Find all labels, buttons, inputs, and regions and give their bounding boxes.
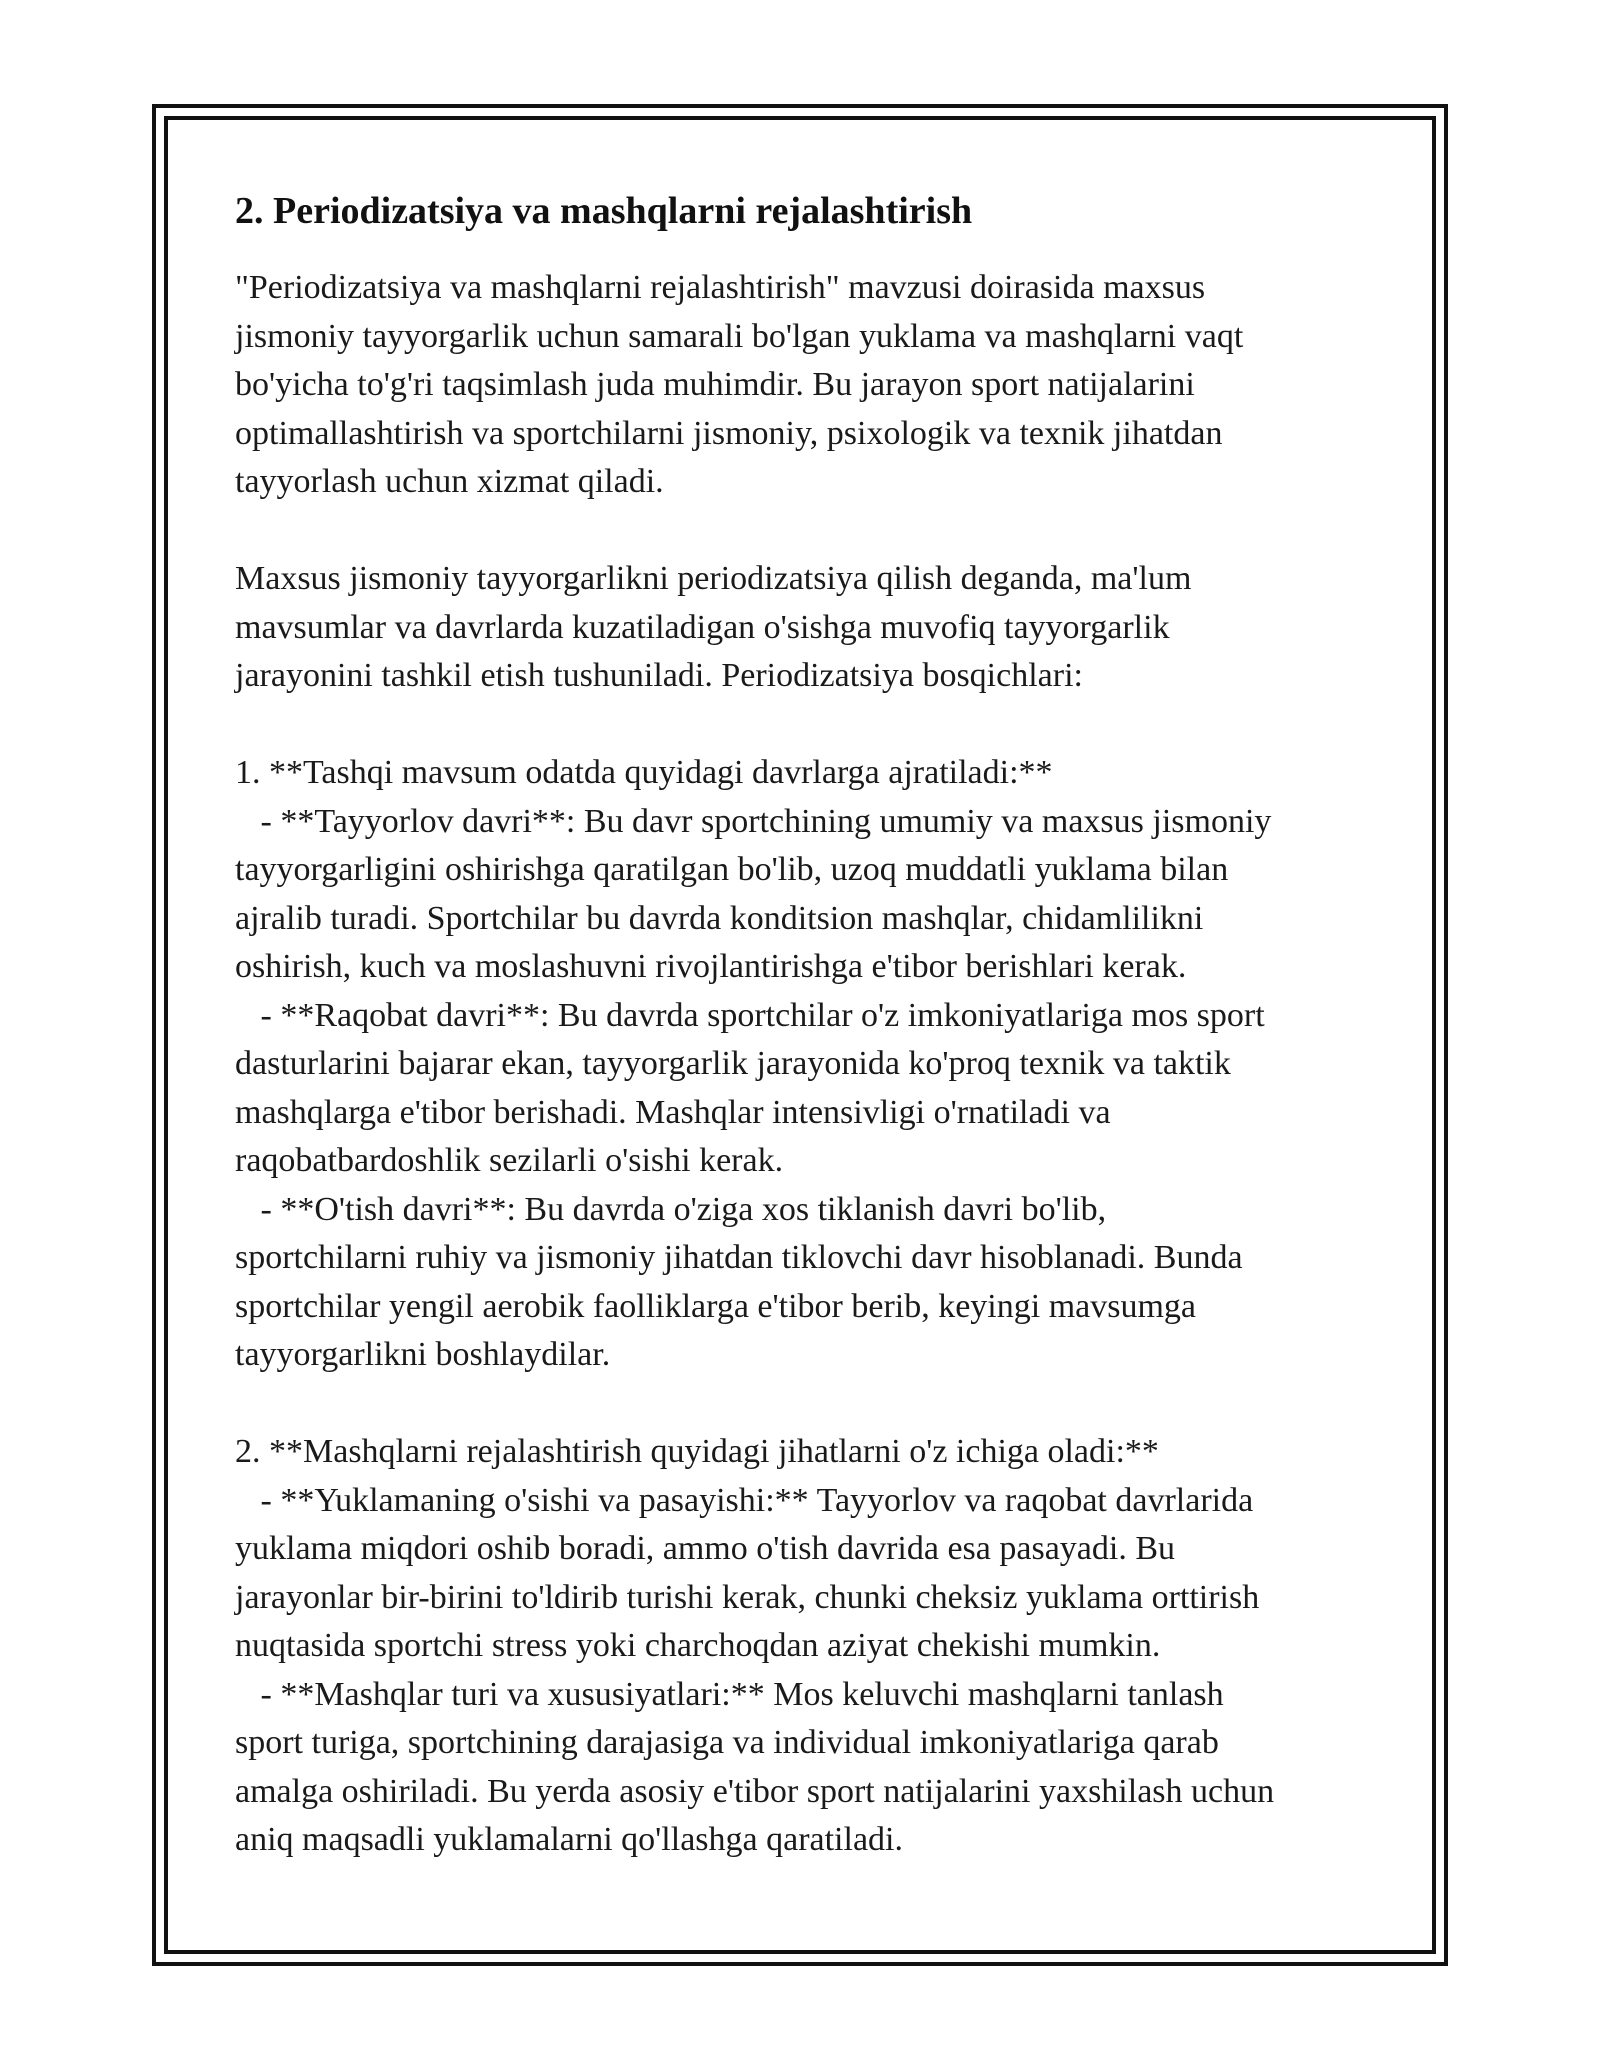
body-text: [235, 264, 1370, 1865]
text-line: - **Tayyorlov davri**: Bu davr sportchining umumiy va maxsus jismoniy: [235, 802, 1272, 840]
text-line: tayyorlash uchun xizmat qiladi.: [235, 463, 664, 500]
text-line: - **Mashqlar turi va xususiyatlari:** Mos keluvchi mashqlarni tanlash: [235, 1675, 1224, 1713]
text-line: aniq maqsadli yuklamalarni qo'llashga qaratiladi.: [235, 1821, 903, 1858]
blank-line: [235, 701, 1370, 750]
text-line: - **Yuklamaning o'sishi va pasayishi:** Tayyorlov va raqobat davrlarida: [235, 1481, 1254, 1519]
blank-line: [235, 1380, 1370, 1429]
text-line: sport turiga, sportchining darajasiga va individual imkoniyatlariga qarab: [235, 1724, 1219, 1761]
text-line: - **Raqobat davri**: Bu davrda sportchilar o'z imkoniyatlariga mos sport: [235, 996, 1265, 1034]
text-line: "Periodizatsiya va mashqlarni rejalashtirish" mavzusi doirasida maxsus: [235, 269, 1206, 306]
text-line: yuklama miqdori oshib boradi, ammo o'tish davrida esa pasayadi. Bu: [235, 1530, 1175, 1567]
text-line: 1. **Tashqi mavsum odatda quyidagi davrlarga ajratiladi:**: [235, 754, 1053, 791]
text-line: 2. **Mashqlarni rejalashtirish quyidagi jihatlarni o'z ichiga oladi:**: [235, 1433, 1159, 1470]
text-line: nuqtasida sportchi stress yoki charchoqdan aziyat chekishi mumkin.: [235, 1627, 1161, 1664]
text-line: jarayonlar bir-birini to'ldirib turishi kerak, chunki cheksiz yuklama orttirish: [235, 1578, 1260, 1616]
text-line: oshirish, kuch va moslashuvni rivojlantirishga e'tibor berishlari kerak.: [235, 948, 1187, 985]
text-line: sportchilarni ruhiy va jismoniy jihatdan tiklovchi davr hisoblanadi. Bunda: [235, 1239, 1243, 1276]
text-line: jarayonini tashkil etish tushuniladi. Periodizatsiya bosqichlari:: [235, 657, 1083, 694]
text-line: amalga oshiriladi. Bu yerda asosiy e'tibor sport natijalarini yaxshilash uchun: [235, 1772, 1275, 1810]
text-line: tayyorgarligini oshirishga qaratilgan bo'lib, uzoq muddatli yuklama bilan: [235, 851, 1229, 888]
text-line: dasturlarini bajarar ekan, tayyorgarlik jarayonida ko'proq texnik va taktik: [235, 1045, 1231, 1082]
text-line: optimallashtirish va sportchilarni jismoniy, psixologik va texnik jihatdan: [235, 414, 1223, 452]
text-line: Maxsus jismoniy tayyorgarlikni periodizatsiya qilish deganda, ma'lum: [235, 560, 1192, 597]
text-line: ajralib turadi. Sportchilar bu davrda konditsion mashqlar, chidamlilikni: [235, 899, 1204, 937]
text-line: sportchilar yengil aerobik faolliklarga e'tibor berib, keyingi mavsumga: [235, 1287, 1196, 1325]
text-line: mavsumlar va davrlarda kuzatiladigan o'sishga muvofiq tayyorgarlik: [235, 608, 1170, 646]
text-line: bo'yicha to'g'ri taqsimlash juda muhimdir. Bu jarayon sport natijalarini: [235, 366, 1195, 403]
text-line: raqobatbardoshlik sezilarli o'sishi kerak.: [235, 1142, 784, 1179]
text-line: - **O'tish davri**: Bu davrda o'ziga xos tiklanish davri bo'lib,: [235, 1190, 1107, 1228]
document-body: [235, 186, 1370, 1865]
blank-line: [235, 507, 1370, 556]
text-line: tayyorgarlikni boshlaydilar.: [235, 1336, 611, 1373]
text-line: jismoniy tayyorgarlik uchun samarali bo'lgan yuklama va mashqlarni vaqt: [235, 317, 1244, 355]
text-line: mashqlarga e'tibor berishadi. Mashqlar intensivligi o'rnatiladi va: [235, 1093, 1111, 1131]
section-heading: 2. Periodizatsiya va mashqlarni rejalashtirish: [235, 190, 973, 232]
